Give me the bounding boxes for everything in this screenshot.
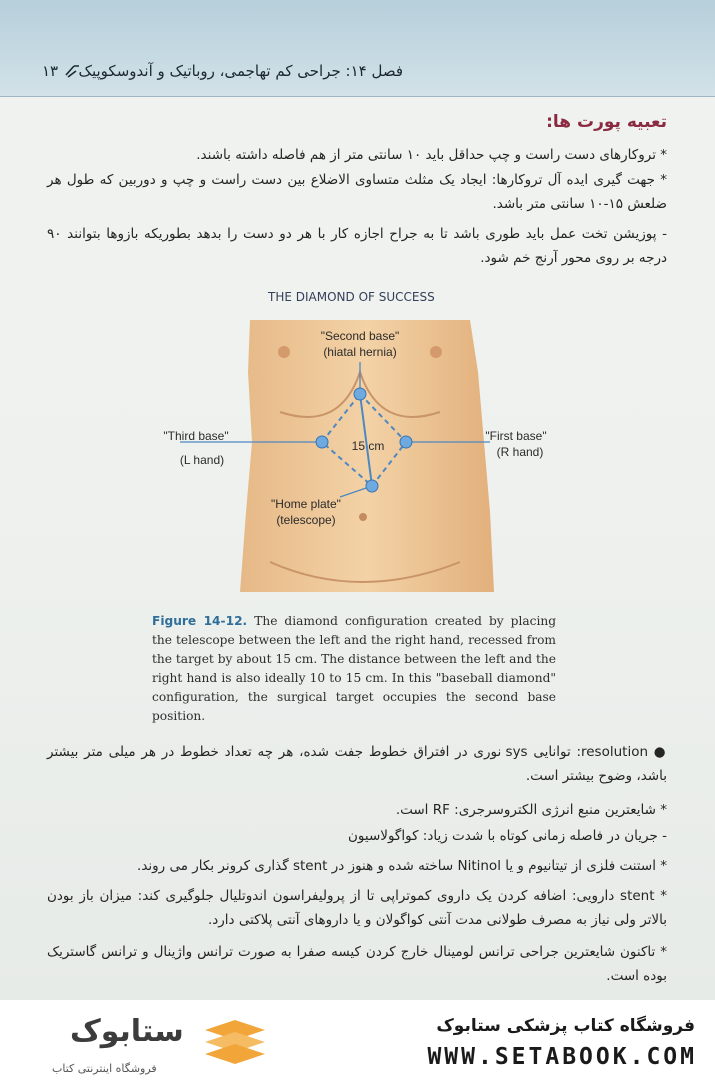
store-url[interactable]: WWW.SETABOOK.COM xyxy=(427,1044,697,1070)
chapter-title: فصل ۱۴: جراحی کم تهاجمی، روباتیک و آندوسکوپیک xyxy=(78,62,403,80)
third-base-port xyxy=(316,436,328,448)
paragraph: * جهت گیری ایده آل تروکارها: ایجاد یک مثلث متساوی الاضلاع بین دست راست و چپ و دوربین که طول هر ضلعش ۱۵-۱۰ سانتی متر باشد. xyxy=(47,172,667,212)
torso-illustration xyxy=(240,320,494,592)
chapter-header xyxy=(0,0,715,97)
store-logo-text: ستابوک xyxy=(70,1014,184,1049)
first-base-port xyxy=(400,436,412,448)
diamond-figure xyxy=(160,312,560,602)
section-heading: تعبیه پورت ها: xyxy=(546,112,667,132)
paragraph: - پوزیشن تخت عمل باید طوری باشد تا به جراح اجازه کار با هر دو دست را بدهد بطوریکه بازوها بتوانند ۹۰ درجه بر روی محور آرنج خم شود. xyxy=(47,226,667,266)
nipple-left xyxy=(278,346,290,358)
second-base-sublabel: (hiatal hernia) xyxy=(323,345,397,359)
home-plate-sublabel: (telescope) xyxy=(276,513,336,527)
store-name: فروشگاه کتاب پزشکی ستابوک xyxy=(436,1016,695,1036)
home-plate-port xyxy=(366,480,378,492)
second-base-port xyxy=(354,388,366,400)
paragraph: * تاکنون شایعترین جراحی ترانس لومینال خارج کردن کیسه صفرا به صورت ترانس واژینال و ترانس گاستریک بوده است. xyxy=(47,944,667,984)
paragraph: * شایعترین منبع انرژی الکتروسرجری: RF است. xyxy=(395,802,667,818)
paragraph: * تروکارهای دست راست و چپ حداقل باید ۱۰ سانتی متر از هم فاصله داشته باشند. xyxy=(196,147,667,163)
third-base-sublabel: (L hand) xyxy=(179,453,225,467)
figure-caption-lead: Figure 14-12. xyxy=(152,614,248,628)
paragraph: - جریان در فاصله زمانی کوتاه با شدت زیاد: کواگولاسیون xyxy=(347,828,667,844)
navel xyxy=(359,513,367,521)
nipple-right xyxy=(430,346,442,358)
paragraph: * استنت فلزی از تیتانیوم و یا Nitinol ساخته شده و هنوز در stent گذاری کرونر بکار می روند. xyxy=(137,858,667,874)
book-logo-icon xyxy=(200,1018,270,1066)
figure-title: THE DIAMOND OF SUCCESS xyxy=(268,290,435,304)
first-base-sublabel: (R hand) xyxy=(496,445,544,459)
second-base-label: "Second base" xyxy=(320,329,400,343)
store-logo-subtitle: فروشگاه اینترنتی کتاب xyxy=(52,1062,157,1075)
paragraph: ● resolution: توانایی sys نوری در افتراق خطوط جفت شده، هر چه تعداد خطوط در هر میلی متر بیشتر باشد، وضوح بیشتر است. xyxy=(47,744,668,784)
laparoscopy-icon xyxy=(64,63,82,83)
figure-caption-text: The diamond configuration created by placing the telescope between the left and the right hand, recessed from the target by about 15 cm. The distance between the left and the right hand is also ideally 10 to 15 cm. In this "baseball diamond" configuration, the surgical target occupies the second base position. xyxy=(152,614,556,723)
page-number: ۱۳ xyxy=(42,62,59,80)
first-base-label: "First base" xyxy=(485,429,547,443)
distance-label: 15 cm xyxy=(351,439,385,453)
third-base-label: "Third base" xyxy=(163,429,229,443)
paragraph: * stent دارویی: اضافه کردن یک داروی کموتراپی تا از پرولیفراسون اندوتلیال جلوگیری کند: میزان باز بودن بالاتر ولی نیاز به مصرف طولانی مدت آنتی کواگولان و یا داروهای آنتی پلاکتی دارد. xyxy=(47,888,667,928)
home-plate-label: "Home plate" xyxy=(271,497,341,511)
figure-caption xyxy=(152,612,556,726)
